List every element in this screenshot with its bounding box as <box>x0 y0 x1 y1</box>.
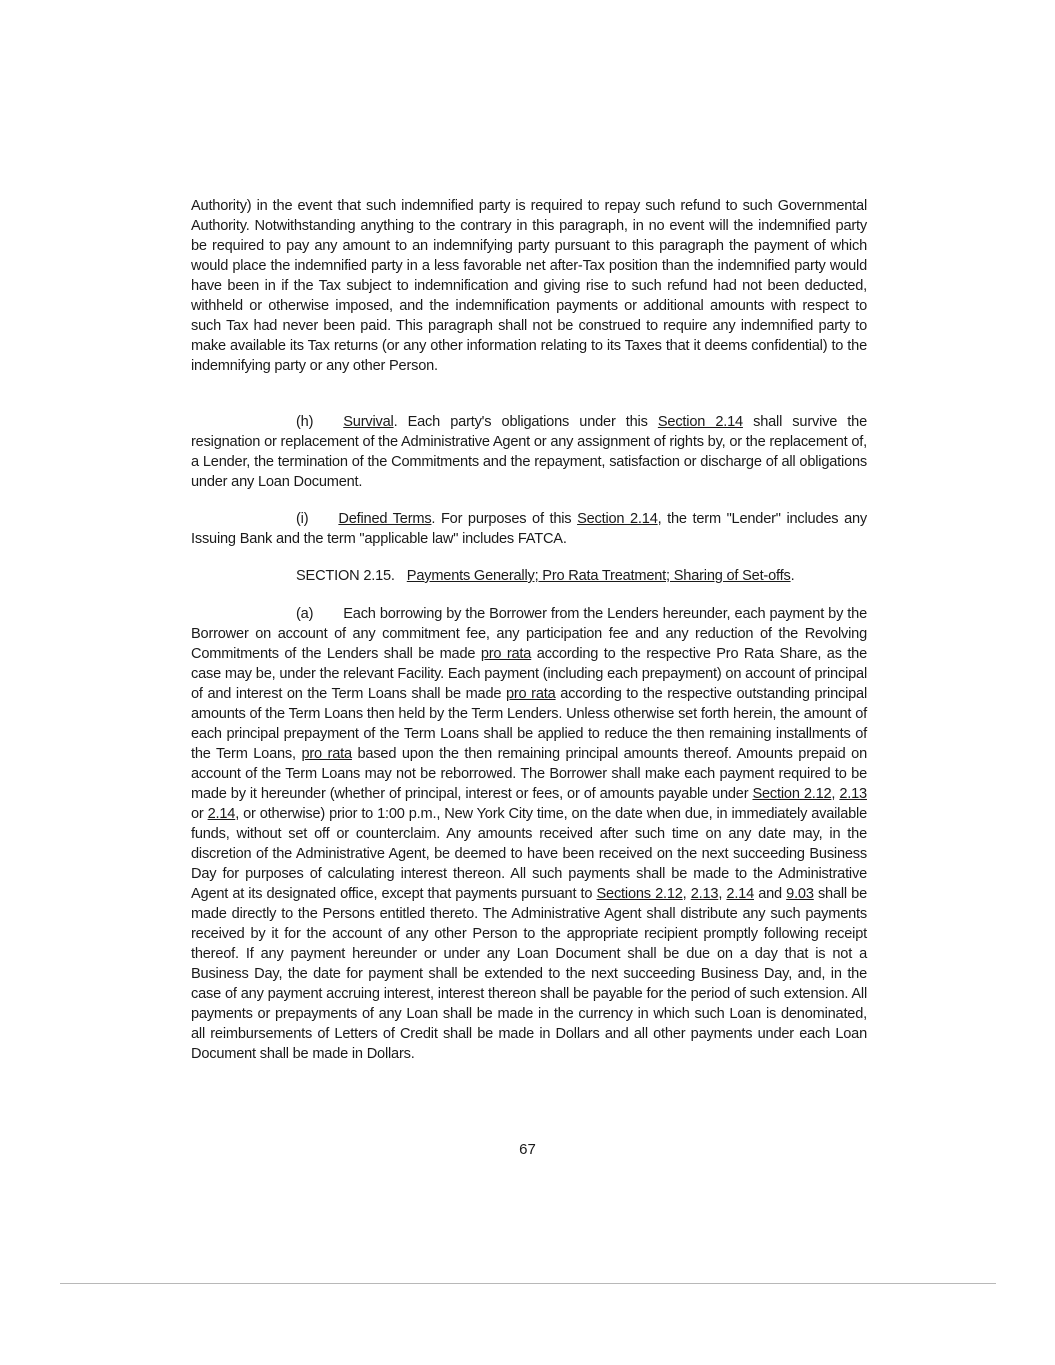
section-reference: 2.14 <box>207 806 236 822</box>
section-title: Payments Generally; Pro Rata Treatment; Sharing of Set-offs <box>406 568 791 584</box>
paragraph-marker: (a) <box>296 606 314 622</box>
section-reference: 9.03 <box>786 886 814 902</box>
section-reference: Section 2.12 <box>752 786 832 802</box>
paragraph-text: according to the respective outstanding principal amounts of the Term Loans then held by the Term Lenders. Unless otherwise set forth herein, the amount of each principal prepayment of the Term Loans shall be applied to reduce the then remaining installments of the Term Loans, <box>191 686 867 762</box>
section-heading <box>191 566 867 586</box>
paragraph-h-survival <box>191 412 867 492</box>
paragraph-text: Authority) in the event that such indemnified party is required to repay such refund to such Governmental Authority. Notwithstanding anything to the contrary in this paragraph, in no event will the indemnified party be required to pay any amount to an indemnifying party pursuant to this paragraph the payment of which would place the indemnified party in a less favorable net after-Tax position than the indemnified party would have been in if the Tax subject to indemnification and giving rise to such refund had not been deducted, withheld or otherwise imposed, and the indemnification payments or additional amounts with respect to such Tax had never been paid. This paragraph shall not be construed to require any indemnified party to make available its Tax returns (or any other information relating to its Taxes that it deems confidential) to the indemnifying party or any other Person. <box>191 198 867 374</box>
section-reference: Section 2.14 <box>657 414 743 430</box>
paragraph-text: and <box>754 886 787 902</box>
paragraph-i-defined-terms <box>191 509 867 549</box>
section-reference: Sections 2.12 <box>596 886 683 902</box>
paragraph-text: Each borrowing by the Borrower from the Lenders hereunder, each payment by the Borrower on account of any commitment fee, any participation fee and any reduction of the Revolving Commitments of the Lenders shall be made <box>191 606 867 662</box>
paragraph-text: . Each party's obligations under this <box>393 414 658 430</box>
pro-rata-term: pro rata <box>505 686 556 702</box>
paragraph-text: , the term "Lender" includes any Issuing Bank and the term "applicable law" includes FATCA. <box>191 511 867 547</box>
paragraph-text: according to the respective Pro Rata Share, as the case may be, under the relevant Facility. Each payment (including each prepayment) on account of principal of and interest on the Term Loans shall be made <box>191 646 867 702</box>
paragraph-text: shall be made directly to the Persons entitled thereto. The Administrative Agent shall distribute any such payments received by it for the account of any other Person to the appropriate recipient promptly following receipt thereof. If any payment hereunder or under any Loan Document shall be due on a day that is not a Business Day, the date for payment shall be extended to the next succeeding Business Day, and, in the case of any payment accruing interest, interest thereon shall be payable for the period of such extension. All payments or prepayments of any Loan shall be made in the currency in which such Loan is denominated, all reimbursements of Letters of Credit shall be made in Dollars and all other payments under each Loan Document shall be made in Dollars. <box>191 886 867 1062</box>
paragraph-text: , <box>682 886 691 902</box>
paragraph-text: , <box>718 886 727 902</box>
paragraph-title: Defined Terms <box>338 511 432 527</box>
section-reference: 2.14 <box>726 886 755 902</box>
section-reference: Section 2.14 <box>577 511 658 527</box>
paragraph-continuation <box>191 196 867 376</box>
section-reference: 2.13 <box>839 786 867 802</box>
paragraph-marker: (h) <box>296 414 314 430</box>
page-divider <box>60 1283 996 1284</box>
paragraph-text: , or otherwise) prior to 1:00 p.m., New York City time, on the date when due, in immediately available funds, without set off or counterclaim. Any amounts received after such time on any date may, in the discretion of the Administrative Agent, be deemed to have been received on the next succeeding Business Day for purposes of calculating interest thereon. All such payments shall be made to the Administrative Agent at its designated office, except that payments pursuant to <box>191 806 868 902</box>
page-number: 67 <box>519 1141 536 1158</box>
paragraph-text: , <box>831 786 840 802</box>
paragraph-text: based upon the then remaining principal amounts thereof. Amounts prepaid on account of the Term Loans may not be reborrowed. The Borrower shall make each payment required to be made by it hereunder (whether of principal, interest or fees, or of amounts payable under <box>191 746 867 802</box>
section-title-end: . <box>790 568 795 584</box>
paragraph-marker: (i) <box>296 511 309 527</box>
section-number: SECTION 2.15. <box>296 568 395 584</box>
section-reference: 2.13 <box>690 886 719 902</box>
pro-rata-term: pro rata <box>301 746 352 762</box>
paragraph-text: or <box>191 806 208 822</box>
paragraph-text: shall survive the resignation or replacement of the Administrative Agent or any assignment of rights by, or the replacement of, a Lender, the termination of the Commitments and the repayment, satisfaction or discharge of all obligations under any Loan Document. <box>191 414 867 490</box>
paragraph-title: Survival <box>343 414 394 430</box>
paragraph-text: . For purposes of this <box>431 511 578 527</box>
paragraph-a-payments <box>191 604 867 1064</box>
pro-rata-term: pro rata <box>480 646 532 662</box>
